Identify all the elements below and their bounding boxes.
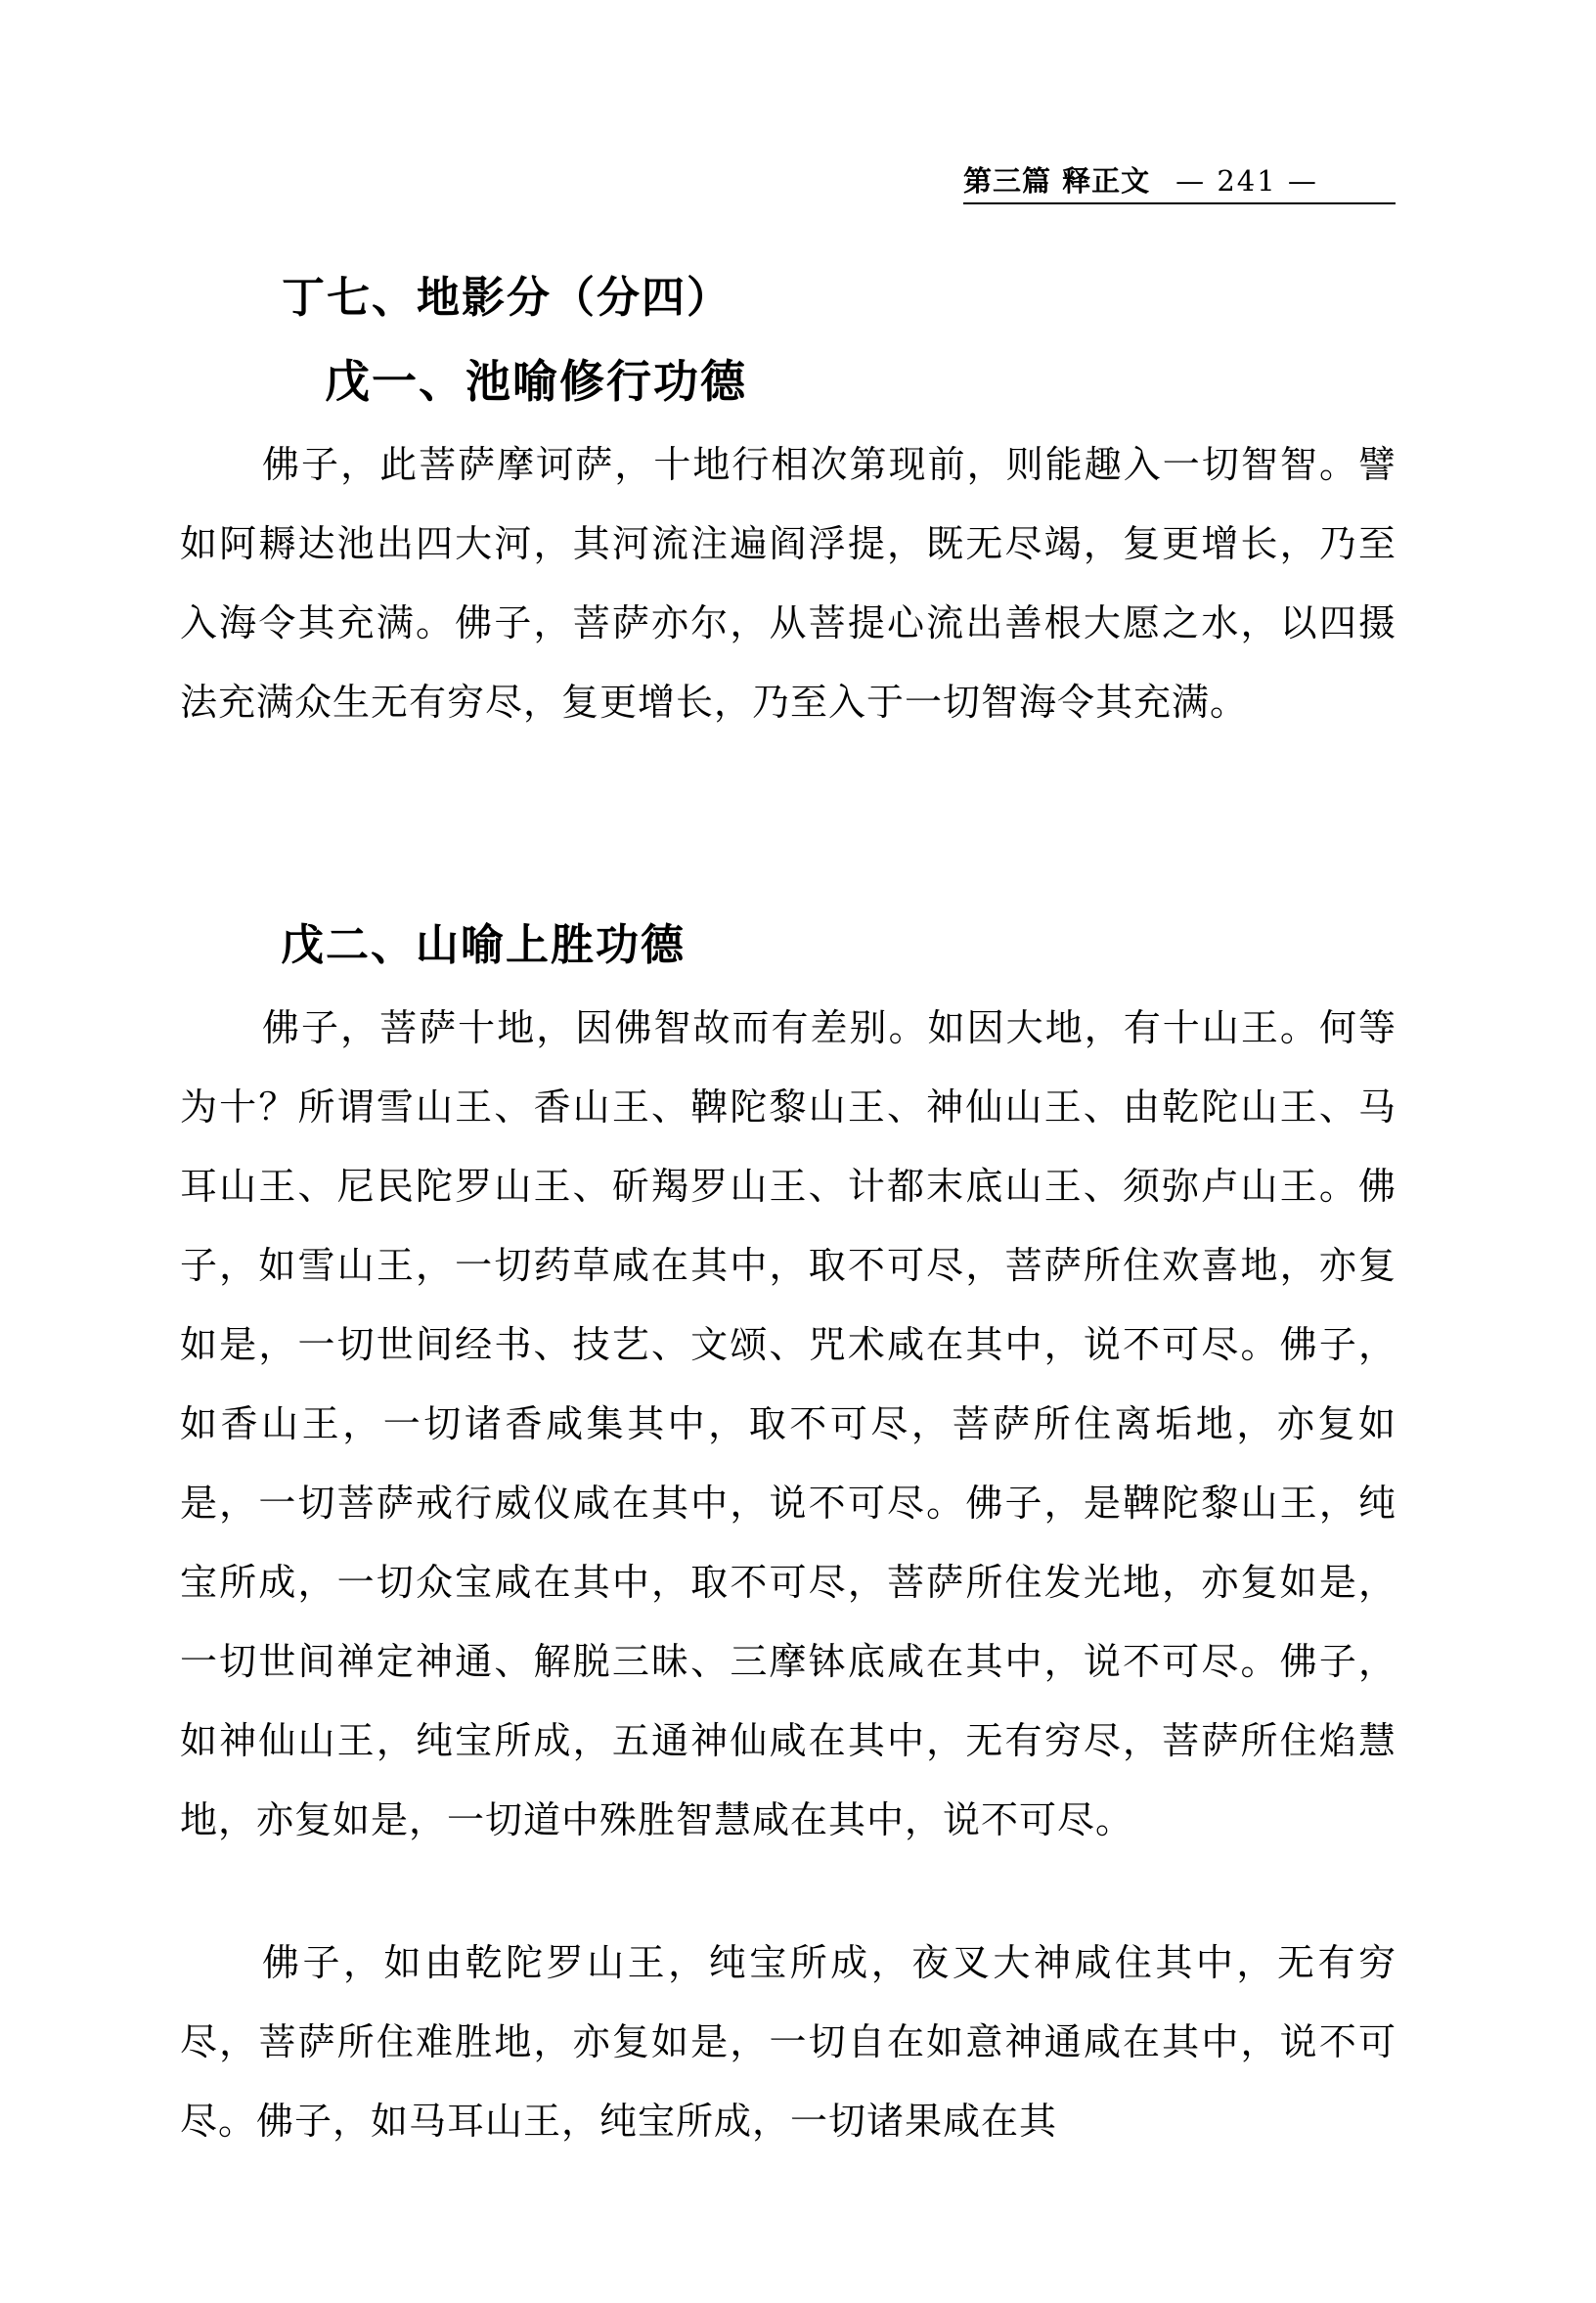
paragraph-mountain-continued: 佛子，如由乾陀罗山王，纯宝所成，夜叉大神咸住其中，无有穷尽，菩萨所住难胜地，亦复如是，一切自在如意神通咸在其中，说不可尽。佛子，如马耳山王，纯宝所成，一切诸果咸在其 [180,1941,1396,2143]
running-header [963,159,1396,204]
heading-wu2: 戊二、山喻上胜功德 [281,920,686,970]
heading-wu1: 戊一、池喻修行功德 [325,355,747,408]
paragraph-mountain-metaphor: 佛子，菩萨十地，因佛智故而有差别。如因大地，有十山王。何等为十？所谓雪山王、香山王、鞞陀黎山王、神仙山王、由乾陀山王、马耳山王、尼民陀罗山王、斫羯罗山王、计都末底山王、须弥卢山王。佛子，如雪山王，一切药草咸在其中，取不可尽，菩萨所住欢喜地，亦复如是，一切世间经书、技艺、文颂、咒术咸在其中，说不可尽。佛子，如香山王，一切诸香咸集其中，取不可尽，菩萨所住离垢地，亦复如是，一切菩萨戒行威仪咸在其中，说不可尽。佛子，是鞞陀黎山王，纯宝所成，一切众宝咸在其中，取不可尽，菩萨所住发光地，亦复如是，一切世间禅定神通、解脱三昧、三摩钵底咸在其中，说不可尽。佛子，如神仙山王，纯宝所成，五通神仙咸在其中，无有穷尽，菩萨所住焰慧地，亦复如是，一切道中殊胜智慧咸在其中，说不可尽。 [180,1006,1396,1841]
heading-ding7: 丁七、地影分（分四） [282,273,732,323]
paragraph-pool-metaphor: 佛子，此菩萨摩诃萨，十地行相次第现前，则能趣入一切智智。譬如阿耨达池出四大河，其河流注遍阎浮提，既无尽竭，复更增长，乃至入海令其充满。佛子，菩萨亦尔，从菩提心流出善根大愿之水，以四摄法充满众生无有穷尽，复更增长，乃至入于一切智海令其充满。 [180,443,1396,724]
section-title: 第三篇 释正文 [963,164,1151,198]
page-number: — 241 — [1175,164,1318,198]
